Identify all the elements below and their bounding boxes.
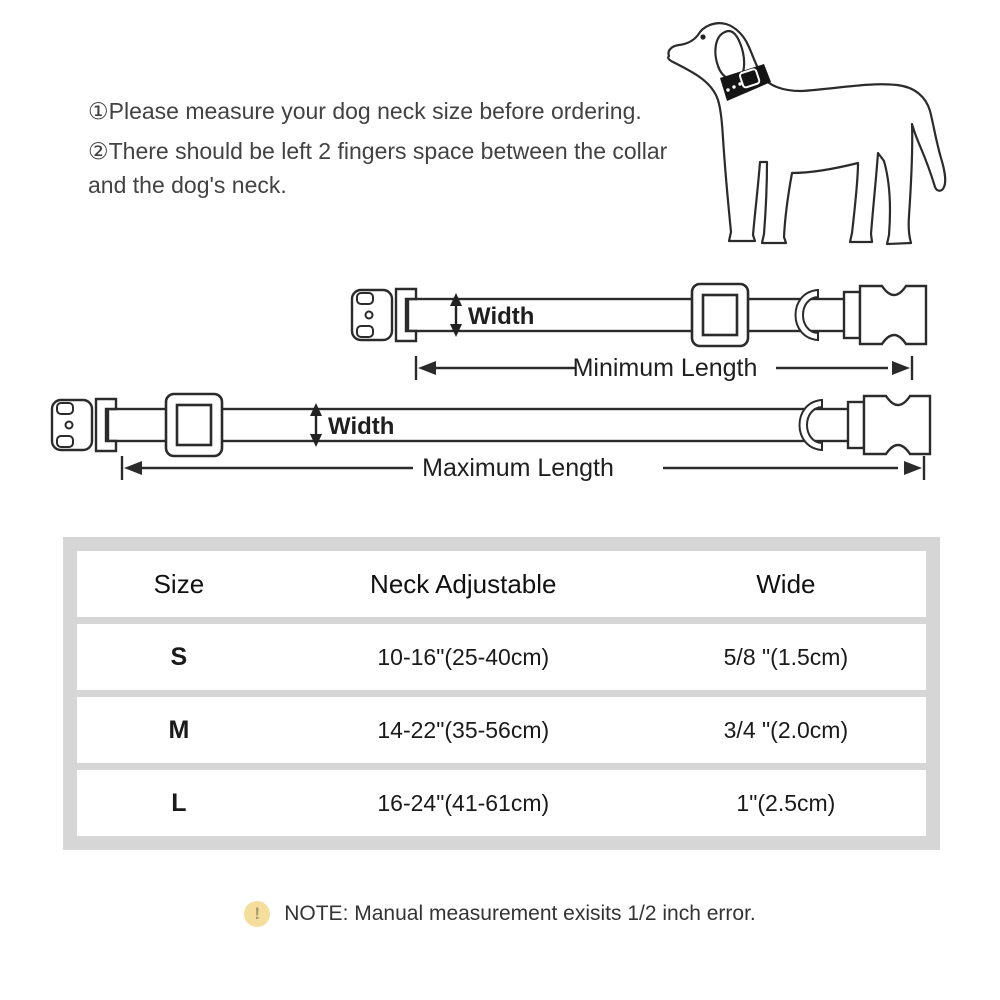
size-value: M (168, 715, 190, 744)
width-label: Width (468, 303, 535, 330)
clip-icon (848, 396, 930, 454)
collar-diagram-maximum (48, 390, 932, 494)
col-header-neck-adjustable: Neck Adjustable (370, 568, 557, 599)
note-text: NOTE: Manual measurement exisits 1/2 inch error. (284, 902, 756, 925)
wide-value: 3/4 "(2.0cm) (723, 716, 849, 743)
buckle-icon (52, 399, 116, 451)
note-row (0, 901, 1000, 927)
table-row-s (77, 624, 926, 690)
size-table (63, 537, 940, 850)
table-row-l (77, 770, 926, 836)
minimum-length-label: Minimum Length (572, 354, 758, 382)
wide-value: 1"(2.5cm) (736, 789, 836, 816)
buckle-icon (352, 289, 416, 341)
table-row-m (77, 697, 926, 763)
maximum-length-label: Maximum Length (422, 454, 614, 482)
size-table-header (77, 551, 926, 617)
dog-with-collar-illustration (663, 10, 995, 270)
slider-icon (692, 284, 748, 346)
clip-icon (844, 286, 926, 344)
neck-value: 14-22"(35-56cm) (377, 716, 550, 743)
col-header-wide: Wide (756, 568, 816, 599)
dog-eye (700, 34, 705, 39)
size-value: S (170, 642, 188, 671)
instruction-line-2: ②There should be left 2 fingers space between the collar and the dog's neck. (88, 138, 668, 198)
neck-value: 10-16"(25-40cm) (377, 643, 550, 670)
size-value: L (171, 788, 187, 817)
instructions-block (88, 94, 676, 208)
instruction-line-1: ①Please measure your dog neck size before ordering. (88, 98, 642, 124)
neck-value: 16-24"(41-61cm) (377, 789, 550, 816)
dog-body-outline (668, 23, 945, 244)
width-label: Width (328, 413, 395, 440)
exclamation-icon: ! (244, 901, 270, 927)
slider-icon (166, 394, 222, 456)
collar-diagram-minimum (348, 280, 930, 388)
col-header-size: Size (153, 568, 205, 599)
wide-value: 5/8 "(1.5cm) (723, 643, 849, 670)
